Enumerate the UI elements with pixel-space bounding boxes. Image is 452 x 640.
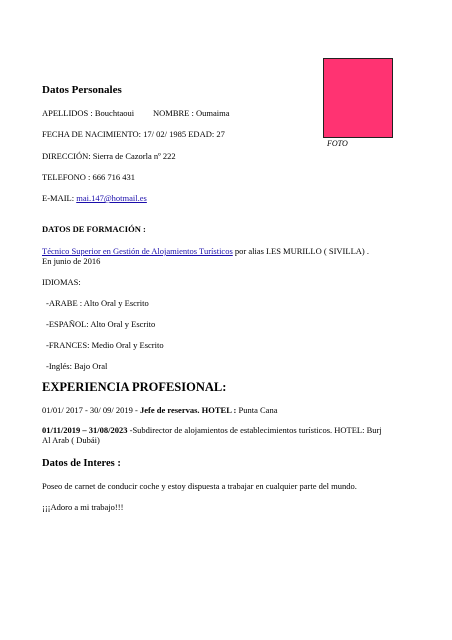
language-item: -Inglés: Bajo Oral bbox=[46, 361, 108, 371]
job-1-place: Punta Cana bbox=[236, 405, 278, 415]
language-item: -FRANCES: Medio Oral y Escrito bbox=[46, 340, 164, 350]
surnames-text: APELLIDOS : Bouchtaoui bbox=[42, 108, 135, 118]
degree-date: En junio de 2016 bbox=[42, 256, 101, 266]
job-2-line-1 bbox=[42, 425, 382, 435]
interests-text-1: Poseo de carnet de conducir coche y estoy dispuesta a trabajar en cualquier parte del mundo. bbox=[42, 481, 357, 491]
job-2-line-2: Al Arab ( Dubái) bbox=[42, 435, 100, 445]
job-1 bbox=[42, 405, 277, 415]
language-item: -ESPAÑOL: Alto Oral y Escrito bbox=[46, 319, 156, 329]
training-heading: DATOS DE FORMACIÓN : bbox=[42, 224, 146, 234]
interests-text-2: ¡¡¡Adoro a mi trabajo!!! bbox=[42, 502, 124, 512]
languages-heading: IDIOMAS: bbox=[42, 277, 81, 287]
email-label: E-MAIL: bbox=[42, 193, 77, 203]
degree-link[interactable]: Técnico Superior en Gestión de Alojamientos Turísticos bbox=[42, 246, 233, 256]
job-1-title: Jefe de reservas. HOTEL : bbox=[139, 405, 237, 415]
experience-heading: EXPERIENCIA PROFESIONAL: bbox=[42, 380, 227, 394]
name-text: NOMBRE : Oumaima bbox=[153, 108, 230, 118]
job-2-dates: 01/11/2019 – 31/08/2023 bbox=[42, 425, 128, 435]
personal-heading: Datos Personales bbox=[42, 84, 122, 96]
email-line bbox=[42, 193, 147, 203]
photo-placeholder bbox=[323, 58, 393, 138]
language-item: -ARABE : Alto Oral y Escrito bbox=[46, 298, 149, 308]
degree-line bbox=[42, 246, 369, 256]
interests-heading: Datos de Interes : bbox=[42, 458, 121, 469]
photo-label: FOTO bbox=[327, 139, 348, 148]
address-text: DIRECCIÓN: Sierra de Cazorla nº 222 bbox=[42, 151, 176, 161]
job-1-dates: 01/01/ 2017 - 30/ 09/ 2019 - bbox=[42, 405, 140, 415]
job-2-desc: -Subdirector de alojamientos de establecimientos turísticos. HOTEL: Burj bbox=[127, 425, 382, 435]
email-link[interactable]: mai.147@hotmail.es bbox=[76, 193, 147, 203]
birth-text: FECHA DE NACIMIENTO: 17/ 02/ 1985 EDAD: 27 bbox=[42, 129, 225, 139]
phone-text: TELEFONO : 666 716 431 bbox=[42, 172, 136, 182]
degree-school: por alias I.ES MURILLO ( SIVILLA) . bbox=[232, 246, 369, 256]
